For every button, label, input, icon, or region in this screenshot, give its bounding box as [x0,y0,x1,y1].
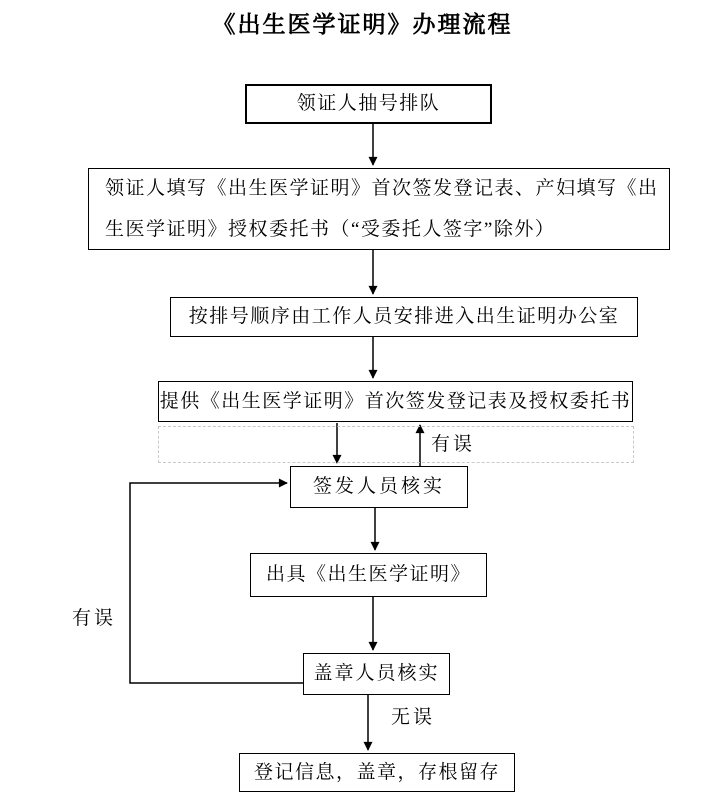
node-fill-forms-line1: 领证人填写《出生医学证明》首次签发登记表、产妇填写《出 [105,178,659,199]
node-provide-forms-label: 提供《出生医学证明》首次签发登记表及授权委托书 [159,390,632,412]
node-fill-forms [88,168,670,250]
revision-zone-outline [158,426,634,463]
edge-label-error-to-provide: 有误 [431,434,476,455]
node-stamper-verify [303,653,450,695]
node-issue-certificate-label: 出具《出生医学证明》 [265,564,471,586]
page-title: 《出生医学证明》办理流程 [212,12,513,37]
node-queue [245,84,492,124]
node-queue-label: 领证人抽号排队 [296,93,441,115]
node-enter-office-label: 按排号顺序由工作人员安排进入出生证明办公室 [188,306,620,328]
node-issuer-verify-label: 签发人员核实 [312,476,445,498]
node-register-stamp-archive-label: 登记信息，盖章，存根留存 [253,761,500,783]
node-fill-forms-line2: 生医学证明》授权委托书（“受委托人签字”除外） [105,219,556,240]
node-enter-office [170,297,638,337]
node-stamper-verify-label: 盖章人员核实 [313,663,440,685]
node-issue-certificate [250,553,487,597]
edge-label-no-error: 无误 [391,707,436,728]
node-register-stamp-archive [239,753,515,792]
node-provide-forms [158,381,633,422]
node-issuer-verify [290,466,468,508]
edge-label-error-to-issuer-verify: 有误 [72,608,117,629]
